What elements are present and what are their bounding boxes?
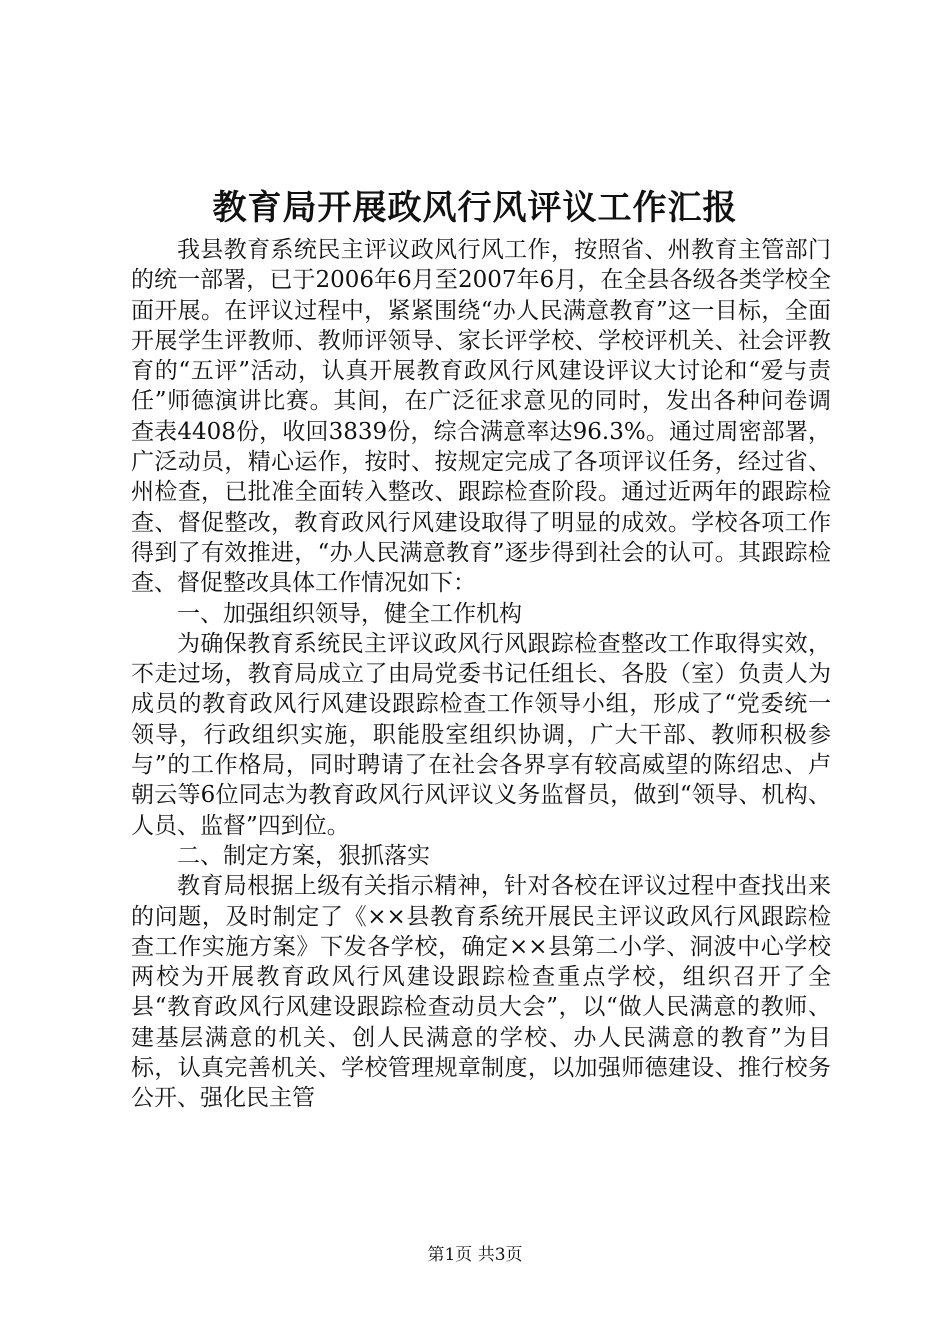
document-body bbox=[131, 235, 831, 1114]
paragraph-section-2: 教育局根据上级有关指示精神，针对各校在评议过程中查找出来的问题，及时制定了《××县教育系统开展民主评议政风行风跟踪检查工作实施方案》下发各学校，确定××县第二小学、洞波中心学校两校为开展教育政风行风建设跟踪检查重点学校，组织召开了全县“教育政风行风建设跟踪检查动员大会”，以“做人民满意的教师、建基层满意的机关、创人民满意的学校、办人民满意的教育”为目标，认真完善机关、学校管理规章制度，以加强师德建设、推行校务公开、强化民主管 bbox=[131, 873, 831, 1112]
document-title: 教育局开展政风行风评议工作汇报 bbox=[212, 188, 738, 228]
section-heading-1: 一、加强组织领导，健全工作机构 bbox=[177, 600, 522, 627]
paragraph-intro: 我县教育系统民主评议政风行风工作，按照省、州教育主管部门的统一部署，已于2006年6月至2007年6月，在全县各级各类学校全面开展。在评议过程中，紧紧围绕“办人民满意教育”这一目标，全面开展学生评教师、教师评领导、家长评学校、学校评机关、社会评教育的“五评”活动，认真开展教育政风行风建设评议大讨论和“爱与责任”师德演讲比赛。其间，在广泛征求意见的同时，发出各种问卷调查表4408份，收回3839份，综合满意率达96.3%。通过周密部署，广泛动员，精心运作，按时、按规定完成了各项评议任务，经过省、州检查，已批准全面转入整改、跟踪检查阶段。通过近两年的跟踪检查、督促整改，教育政风行风建设取得了明显的成效。学校各项工作得到了有效推进，“办人民满意教育”逐步得到社会的认可。其跟踪检查、督促整改具体工作情况如下： bbox=[131, 237, 831, 597]
page-footer: 第1页 共3页 bbox=[427, 1245, 523, 1265]
paragraph-section-1: 为确保教育系统民主评议政风行风跟踪检查整改工作取得实效，不走过场，教育局成立了由局党委书记任组长、各股（室）负责人为成员的教育政风行风建设跟踪检查工作领导小组，形成了“党委统一领导，行政组织实施，职能股室组织协调，广大干部、教师积极参与”的工作格局，同时聘请了在社会各界享有较高威望的陈绍忠、卢朝云等6位同志为教育政风行风评议义务监督员，做到“领导、机构、人员、监督”四到位。 bbox=[131, 630, 831, 839]
section-heading-2: 二、制定方案，狠抓落实 bbox=[177, 842, 430, 869]
